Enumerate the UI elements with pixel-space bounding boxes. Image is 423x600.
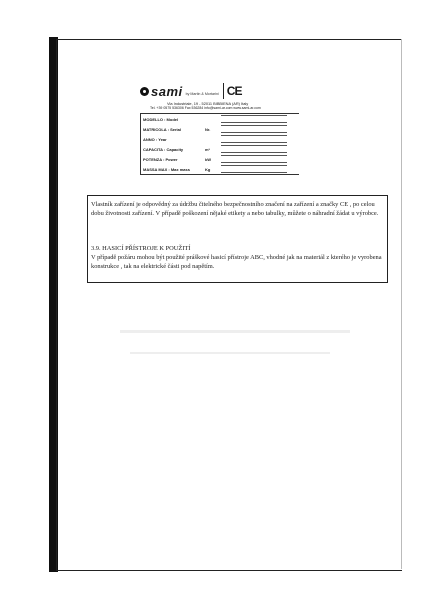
scan-ghost [120,330,350,333]
spec-table [140,113,299,175]
spec-row [141,144,299,154]
spec-row [141,114,299,124]
spec-unit: kW [205,156,211,162]
page-right-edge [401,39,402,569]
scan-ghost [130,352,330,354]
sami-logo-icon [140,87,149,96]
ce-mark: CE [226,84,242,98]
spec-label: CAPACITA : Capacity [143,146,184,152]
address-line-1: Via Industriale, 19 - 52011 BIBBIENA (AR) Italy [167,101,249,106]
spec-row [141,154,299,164]
spec-value-box [221,115,287,123]
spec-unit: Kg [205,166,211,172]
spec-label: POTENZA : Power [143,156,178,162]
spec-value-box [221,145,287,153]
spec-value-box [221,155,287,163]
spec-label: ANNO : Year [143,136,167,142]
brand-subtitle: by Martin & Mortarini [185,91,219,96]
spec-unit: m³ [205,146,210,152]
header-divider [223,83,224,99]
address-line-2: Tel. +39 0575 536306 Fax 536284 info@sami-ar.com www.sami-ar.com [150,106,261,110]
fire-extinguisher-paragraph: V případě požáru mohou být použité práškové hasicí přístroje ABC, vhodné jak na materiál z kterého je vyrobena konstrukce , tak na elektrické části pod napětím. [91,254,382,271]
spec-row [141,164,299,174]
spec-value-box [221,165,287,173]
section-heading: 3.9. HASICÍ PŘÍSTROJE K POUŽITÍ [91,245,191,252]
spec-label: MODELLO : Model [143,116,179,122]
brand-logo: sami [151,83,183,99]
spec-label: MASSA MAX : Max mass [143,166,190,172]
spec-unit: Nr. [205,126,211,132]
spec-value-box [221,125,287,133]
nameplate [140,82,305,175]
spec-row [141,124,299,134]
note-box [87,195,388,283]
spec-row [141,134,299,144]
spec-value-box [221,135,287,143]
spec-label: MATRICOLA : Serial [143,126,182,132]
nameplate-header [140,82,305,100]
safety-marking-paragraph: Vlastník zařízení je odpovědný za údržbu čitelného bezpečnostního značení na zařízení a značky CE , po celou dobu životnosti zařízení. V případě poškození nějaké etikety a nebo tabulky, můžete o náhradní žádat u výrobce. [91,201,379,218]
